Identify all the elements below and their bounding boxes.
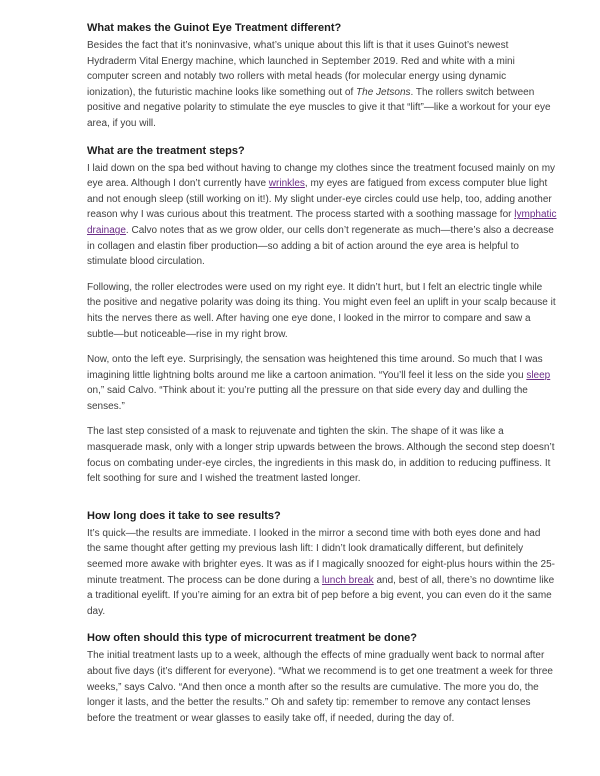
paragraph: [87, 424, 557, 486]
paragraph: [87, 648, 557, 726]
text-run: Now, onto the left eye. Surprisingly, the sensation was heightened this time around. So much that I was imagining little lightning bolts around me like a cartoon animation. “You’ll feel it less on the side you: [87, 354, 543, 381]
lymphatic-drainage-link[interactable]: lymphatic drainage: [87, 209, 557, 236]
section-results-timing: [87, 508, 557, 620]
section-treatment-frequency: [87, 630, 557, 726]
paragraph: [87, 38, 557, 132]
text-run-italic: The Jetsons: [356, 86, 411, 98]
article-body: [87, 20, 557, 737]
lunch-break-link[interactable]: lunch break: [321, 574, 374, 586]
text-run: Besides the fact that it’s noninvasive, what’s unique about this lift is that it uses Guinot’s newest Hydraderm Vital Energy machine, which launched in September 2019. Red and white with a mini computer screen and notably two rollers with metal heads (for molecular energy using dynamic ionization), the futuristic machine looks like something out of: [87, 40, 515, 98]
section-heading: How long does it take to see results?: [87, 509, 281, 522]
section-heading: How often should this type of microcurrent treatment be done?: [87, 632, 418, 645]
text-run: . The rollers switch between positive and negative polarity to stimulate the eye muscles to give it that “lift”—like a workout for your eye area, if you will.: [87, 86, 551, 129]
text-run: , my eyes are fatigued from excess computer blue light and not enough sleep (still working on it!). My slight under-eye circles could use help, too, adding another reason why I was curious about this treatment. The process started with a soothing massage for: [87, 178, 552, 221]
text-run: It’s quick—the results are immediate. I looked in the mirror a second time with both eyes done and had the same thought after getting my previous lash lift: I didn’t look dramatically different, but definitely seemed more awake with brighter eyes. It was as if I magically snoozed for eight-plus hours within the 25-minute treatment. The process can be done during a: [87, 527, 555, 586]
paragraph: [87, 352, 557, 414]
section-guinot-different: [87, 20, 557, 132]
text-run: I laid down on the spa bed without having to change my clothes since the treatment focused mainly on my eye area. Although I don’t currently have: [87, 162, 556, 190]
text-run: The initial treatment lasts up to a week, although the effects of mine gradually went back to normal after about five days (it’s different for everyone). “What we recommend is to get one treatment a week for three weeks,” says Calvo. “And then once a month after so the results are cumulative. The more you do, the longer it lasts, and the better the results.” Oh and safety tip: remember to remove any contact lenses before the treatment or wear glasses to easily take off, if needed, during the day of.: [87, 650, 553, 724]
section-treatment-steps: [87, 143, 557, 487]
section-heading: What are the treatment steps?: [87, 144, 245, 157]
text-run: . Calvo notes that as we grow older, our cells don’t regenerate as much—there’s also a decrease in collagen and elastin fiber production—so adding a bit of action around the eye area is helpful to stimulate blood circulation.: [87, 224, 554, 268]
paragraph: [87, 161, 557, 270]
text-run: Following, the roller electrodes were used on my right eye. It didn’t hurt, but I felt an electric tingle while the positive and negative polarity was doing its thing. You might even feel an uplift in your scalp because it hits the nerves there as well. After having one eye done, I looked in the mirror to compare and saw a subtle—but noticeable—rise in my right brow.: [87, 281, 556, 340]
wrinkles-link[interactable]: wrinkles: [268, 178, 305, 190]
section-heading: What makes the Guinot Eye Treatment different?: [87, 22, 342, 34]
text-run: and, best of all, there’s no downtime like a traditional eyelift. If you’re aiming for an extra bit of pep before a big event, you can even do it the same day.: [87, 574, 555, 617]
text-run: The last step consisted of a mask to rejuvenate and tighten the skin. The shape of it was like a masquerade mask, only with a longer strip upwards between the brows. Although the second step doesn’t focus on combating under-eye circles, the ingredients in this mask do, in addition to reducing puffiness. It felt soothing for sure and I wished the treatment lasted longer.: [87, 426, 555, 485]
paragraph: [87, 526, 557, 620]
paragraph: [87, 280, 557, 342]
sleep-link[interactable]: sleep: [526, 369, 551, 381]
text-run: on,” said Calvo. “Think about it: you’re putting all the pressure on that side every day and dulling the senses.”: [87, 385, 528, 412]
